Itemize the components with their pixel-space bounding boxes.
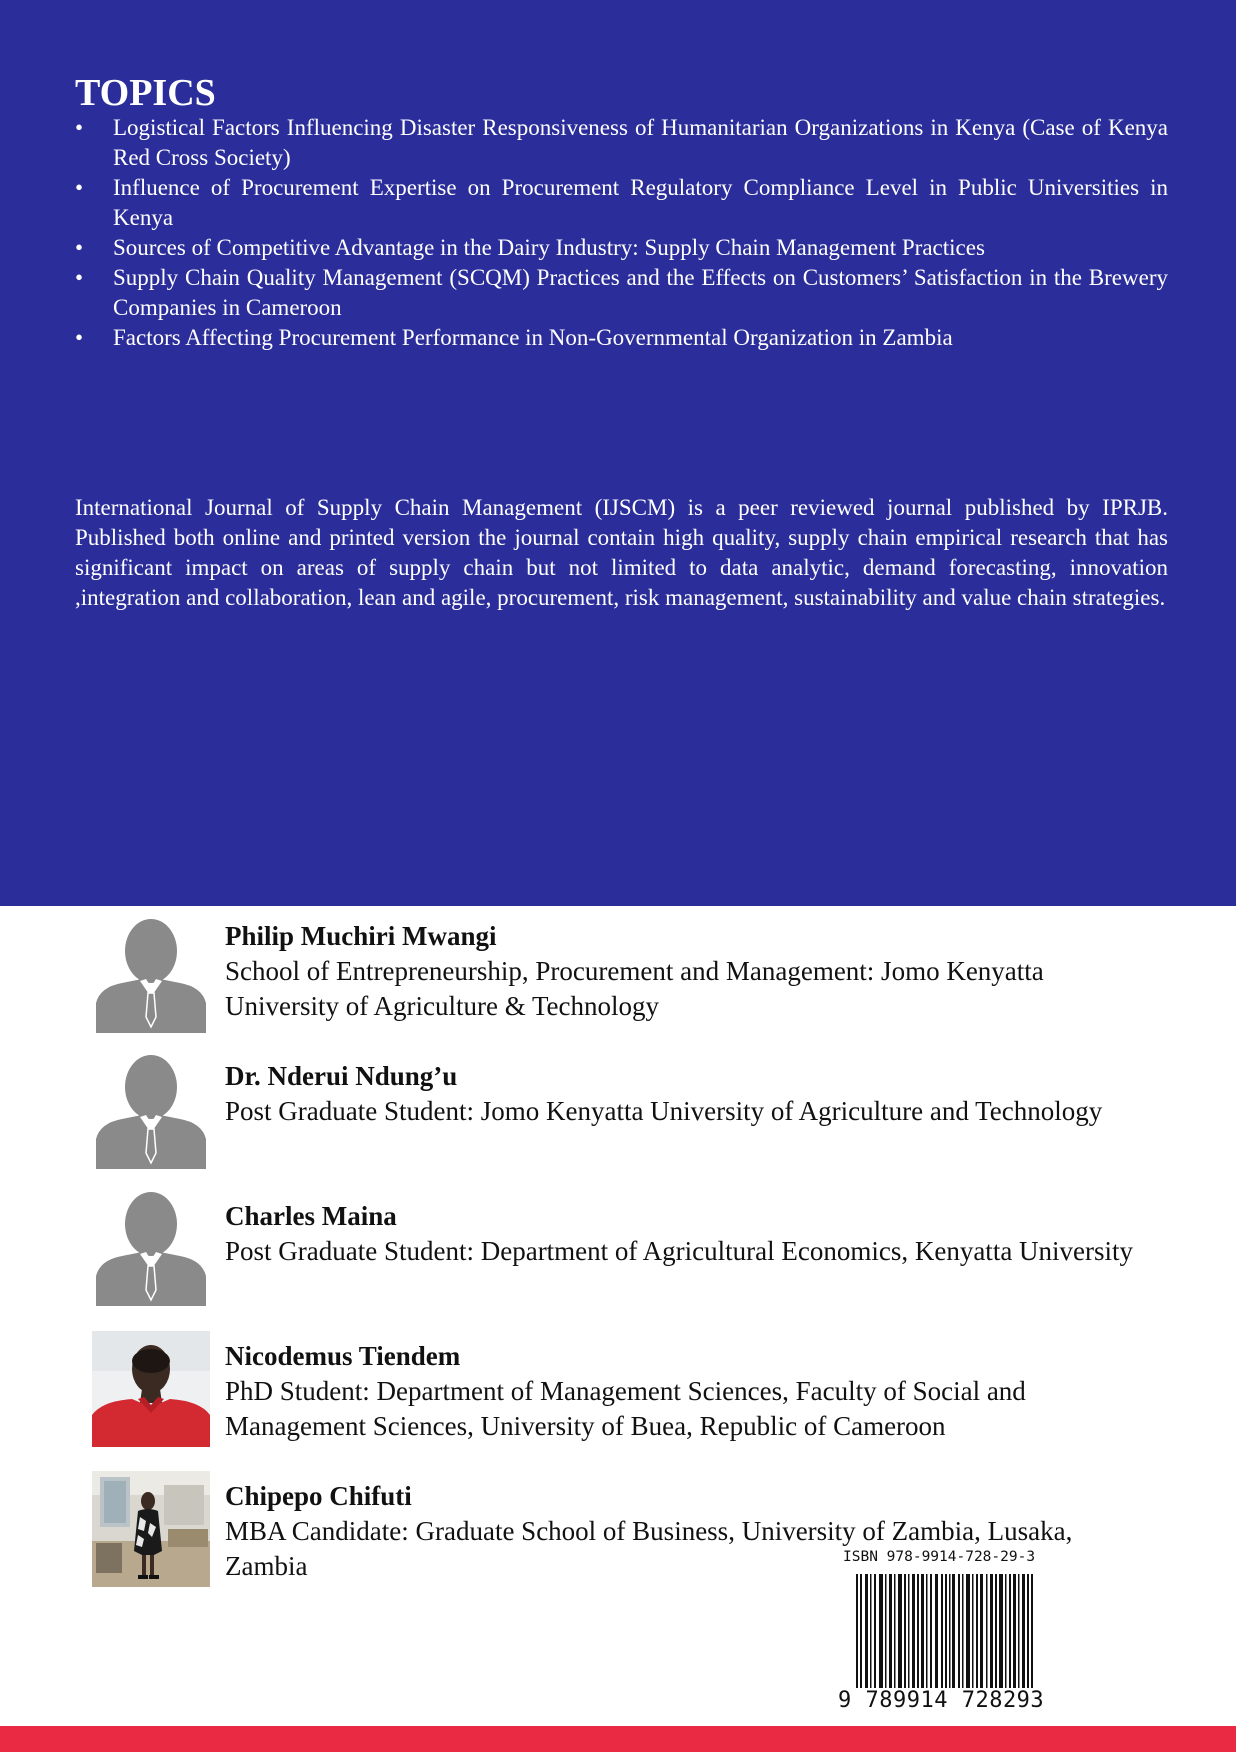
silhouette-icon — [92, 1053, 210, 1169]
bottom-accent-strip — [0, 1726, 1236, 1752]
topic-text: Logistical Factors Influencing Disaster Responsiveness of Humanitarian Organizations in Kenya (Case of Kenya Red Cross Society) — [113, 115, 1168, 170]
silhouette-icon — [92, 1190, 210, 1306]
author-photo — [92, 1331, 210, 1447]
topic-item — [75, 323, 1168, 353]
topic-item — [75, 173, 1168, 233]
author-name: Dr. Nderui Ndung’u — [225, 1061, 458, 1091]
topic-item — [75, 233, 1168, 263]
author-entry — [0, 1338, 1236, 1458]
bullet-icon: • — [75, 235, 84, 260]
author-entry — [0, 918, 1236, 1038]
journal-description: International Journal of Supply Chain Management (IJSCM) is a peer reviewed journal published by IPRJB. Published both online and printed version the journal contain high quality, supply chain empirical research that has significant impact on areas of supply chain but not limited to data analytic, demand forecasting, innovation ,integration and collaboration, lean and agile, procurement, risk management, sustainability and value chain strategies. — [75, 495, 1168, 610]
topic-text: Supply Chain Quality Management (SCQM) Practices and the Effects on Customers’ Satisfaction in the Brewery Companies in Cameroon — [113, 265, 1168, 320]
author-name: Philip Muchiri Mwangi — [225, 921, 497, 951]
bullet-icon: • — [75, 325, 84, 350]
author-name: Nicodemus Tiendem — [225, 1341, 461, 1371]
bullet-icon: • — [75, 115, 84, 140]
silhouette-icon — [92, 917, 210, 1033]
topic-text: Sources of Competitive Advantage in the Dairy Industry: Supply Chain Management Practices — [113, 235, 985, 260]
author-affiliation: Post Graduate Student: Jomo Kenyatta University of Agriculture and Technology — [225, 1096, 1103, 1126]
author-affiliation: Post Graduate Student: Department of Agricultural Economics, Kenyatta University — [225, 1236, 1134, 1266]
author-entry — [0, 1058, 1236, 1178]
barcode-digits: 9 789914 728293 — [838, 1688, 1058, 1714]
topics-heading: TOPICS — [75, 72, 216, 114]
topic-item — [75, 263, 1168, 323]
author-affiliation: School of Entrepreneurship, Procurement and Management: Jomo Kenyatta University of Agriculture & Technology — [225, 956, 1044, 1021]
bullet-icon: • — [75, 265, 84, 290]
topic-text: Influence of Procurement Expertise on Procurement Regulatory Compliance Level in Public Universities in Kenya — [113, 175, 1168, 230]
topic-item — [75, 113, 1168, 173]
barcode-icon — [838, 1574, 1058, 1702]
author-name: Chipepo Chifuti — [225, 1481, 412, 1511]
isbn-label: ISBN 978-9914-728-29-3 — [843, 1549, 1036, 1565]
topics-list — [75, 113, 1168, 353]
topic-text: Factors Affecting Procurement Performance in Non-Governmental Organization in Zambia — [113, 325, 953, 350]
author-photo — [92, 1471, 210, 1587]
author-affiliation: PhD Student: Department of Management Sciences, Faculty of Social and Management Sciences, University of Buea, Republic of Cameroon — [225, 1376, 1026, 1441]
isbn-barcode-block — [838, 1548, 1058, 1716]
author-name: Charles Maina — [225, 1201, 397, 1231]
author-affiliation: MBA Candidate: Graduate School of Business, University of Zambia, Lusaka, Zambia — [225, 1516, 1073, 1581]
bullet-icon: • — [75, 175, 84, 200]
author-entry — [0, 1198, 1236, 1318]
